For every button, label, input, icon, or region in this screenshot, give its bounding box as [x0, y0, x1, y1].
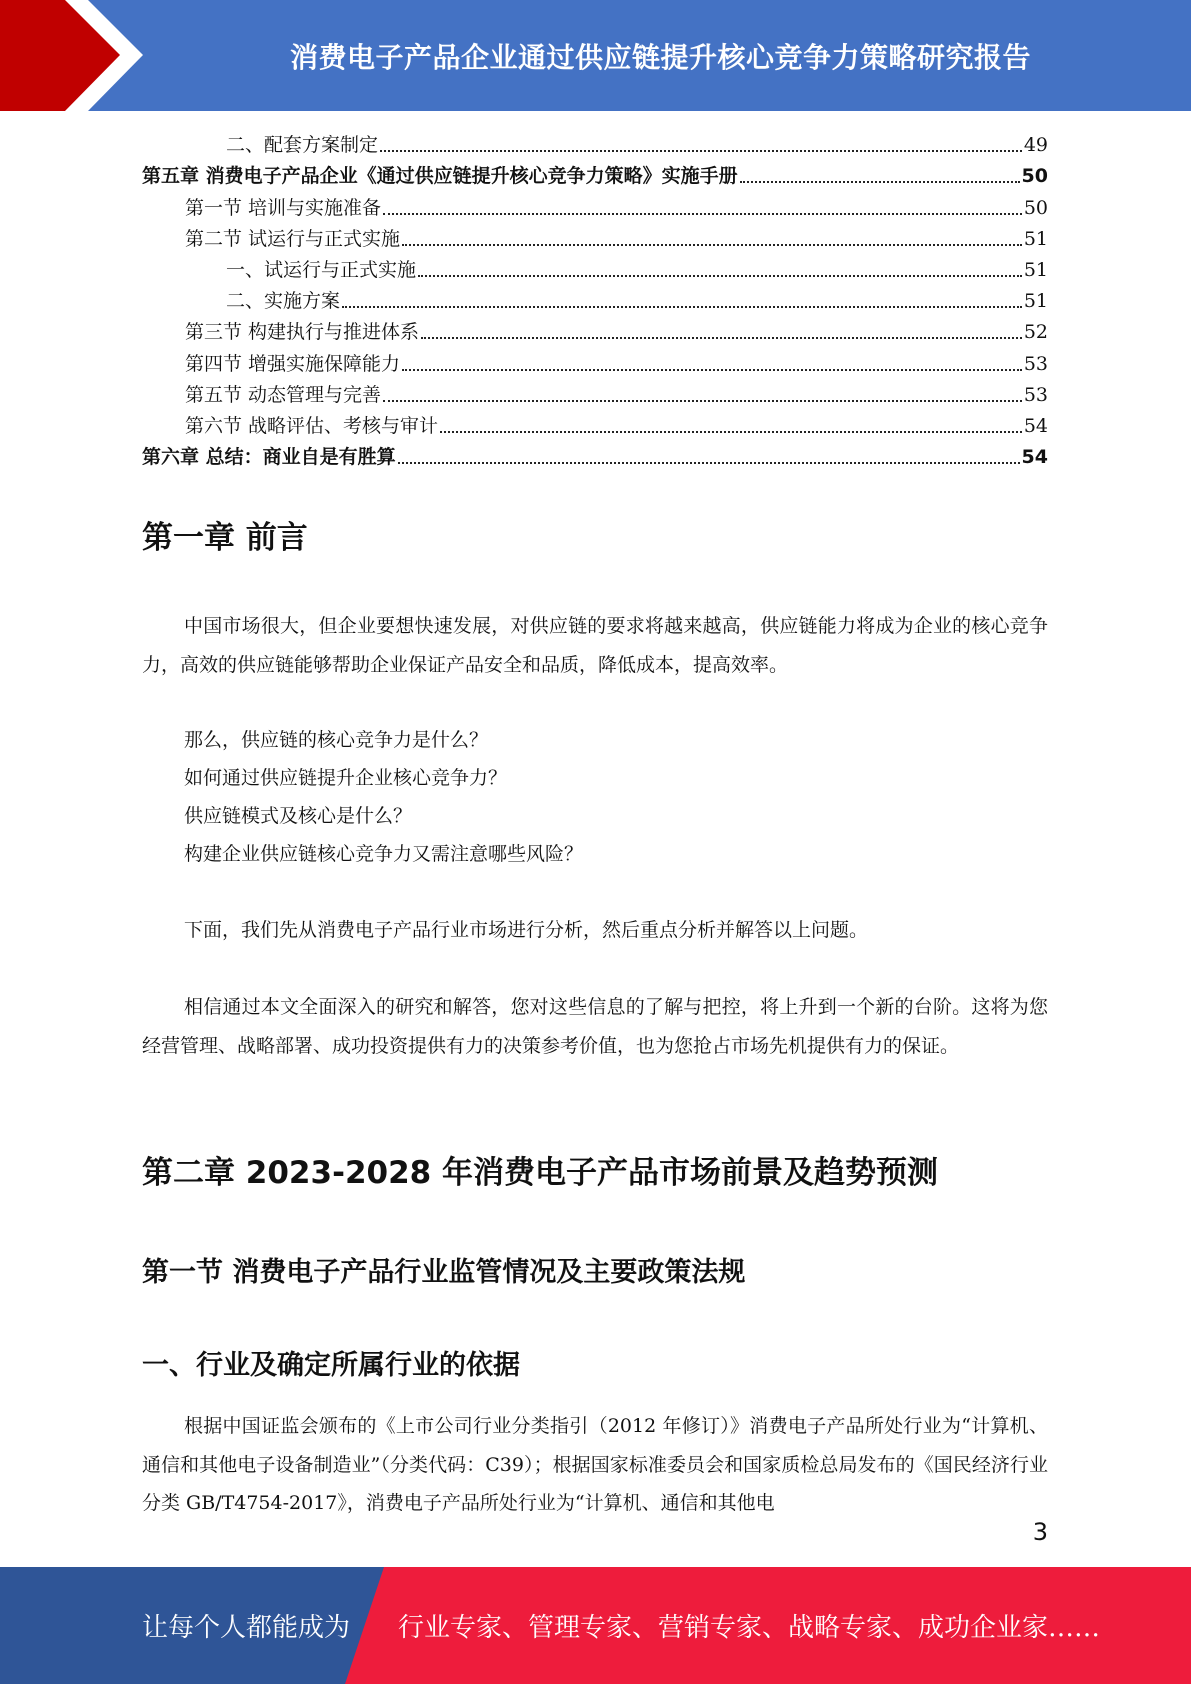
toc-entry[interactable]	[142, 380, 1048, 411]
toc-leader-dots	[740, 181, 1020, 183]
chapter-1-paragraph-1: 中国市场很大，但企业要想快速发展，对供应链的要求将越来越高，供应链能力将成为企业的核心竞争力，高效的供应链能够帮助企业保证产品安全和品质，降低成本，提高效率。	[142, 615, 1048, 676]
page-number: 3	[1032, 1518, 1048, 1546]
toc-leader-dots	[383, 213, 1022, 215]
toc-entry[interactable]	[142, 161, 1048, 192]
toc-entry-label: 二、实施方案	[226, 290, 341, 313]
toc-entry[interactable]	[142, 192, 1048, 223]
toc-entry-page: 54	[1023, 414, 1048, 437]
toc-entry-page: 52	[1023, 321, 1048, 344]
header-chevron-decoration	[0, 0, 150, 111]
table-of-contents	[142, 130, 1048, 473]
toc-entry-page: 51	[1023, 258, 1048, 281]
toc-entry-label: 第六节 战略评估、考核与审计	[185, 414, 439, 437]
toc-entry[interactable]	[142, 317, 1048, 348]
toc-leader-dots	[383, 400, 1022, 402]
chapter-1-title: 第一章 前言	[142, 520, 308, 556]
toc-entry-label: 一、试运行与正式实施	[226, 258, 417, 281]
toc-entry-page: 50	[1023, 196, 1048, 219]
toc-entry-label: 第一节 培训与实施准备	[185, 196, 382, 219]
toc-entry-label: 第五节 动态管理与完善	[185, 383, 382, 406]
toc-entry[interactable]	[142, 255, 1048, 286]
toc-entry-label: 第四节 增强实施保障能力	[185, 352, 401, 375]
toc-entry[interactable]	[142, 224, 1048, 255]
toc-entry-label: 第五章 消费电子产品企业《通过供应链提升核心竞争力策略》实施手册	[142, 165, 738, 188]
toc-entry-label: 第二节 试运行与正式实施	[185, 227, 401, 250]
toc-leader-dots	[398, 462, 1020, 464]
header-title: 消费电子产品企业通过供应链提升核心竞争力策略研究报告	[289, 40, 1031, 74]
subsection-1-title: 一、行业及确定所属行业的依据	[142, 1350, 520, 1381]
footer-slogan-left: 让每个人都能成为	[142, 1613, 351, 1643]
toc-entry-label: 第三节 构建执行与推进体系	[185, 321, 420, 344]
toc-entry-label: 二、配套方案制定	[226, 134, 379, 157]
question-item: 那么，供应链的核心竞争力是什么？	[184, 729, 489, 751]
toc-entry-label: 第六章 总结：商业自是有胜算	[142, 446, 396, 469]
question-item: 如何通过供应链提升企业核心竞争力？	[184, 767, 508, 789]
footer-slogan-right: 行业专家、管理专家、营销专家、战略专家、成功企业家……	[398, 1613, 1101, 1643]
chapter-1-paragraph-2: 下面，我们先从消费电子产品行业市场进行分析，然后重点分析并解答以上问题。	[184, 919, 869, 941]
toc-entry-page: 53	[1023, 352, 1048, 375]
toc-entry[interactable]	[142, 348, 1048, 379]
toc-entry-page: 49	[1023, 134, 1048, 157]
question-item: 构建企业供应链核心竞争力又需注意哪些风险？	[184, 843, 584, 865]
chapter-2-title: 第二章 2023-2028 年消费电子产品市场前景及趋势预测	[142, 1155, 939, 1191]
toc-leader-dots	[402, 369, 1022, 371]
chapter-2-paragraph-1: 根据中国证监会颁布的《上市公司行业分类指引（2012 年修订）》消费电子产品所处行业为“计算机、通信和其他电子设备制造业”（分类代码：C39）；根据国家标准委员会和国家质检总局发布的《国民经济行业分类 GB/T4754-2017》，消费电子产品所处行业为“计算机、通信和其他电	[142, 1415, 1048, 1514]
question-list	[184, 721, 583, 873]
section-1-title: 第一节 消费电子产品行业监管情况及主要政策法规	[142, 1257, 746, 1288]
page-header	[0, 0, 1191, 111]
toc-entry[interactable]	[142, 286, 1048, 317]
toc-entry-page: 50	[1021, 165, 1048, 188]
toc-entry-page: 54	[1021, 446, 1048, 469]
toc-entry-page: 51	[1023, 227, 1048, 250]
toc-leader-dots	[418, 275, 1022, 277]
toc-leader-dots	[421, 337, 1022, 339]
toc-leader-dots	[380, 150, 1022, 152]
toc-leader-dots	[342, 306, 1022, 308]
toc-entry[interactable]	[142, 411, 1048, 442]
toc-entry-page: 51	[1023, 290, 1048, 313]
page-footer	[0, 1567, 1191, 1684]
chapter-1-paragraph-3: 相信通过本文全面深入的研究和解答，您对这些信息的了解与把控，将上升到一个新的台阶。这将为您经营管理、战略部署、成功投资提供有力的决策参考价值，也为您抢占市场先机提供有力的保证。	[142, 996, 1048, 1057]
toc-leader-dots	[402, 244, 1022, 246]
toc-leader-dots	[440, 431, 1022, 433]
toc-entry-page: 53	[1023, 383, 1048, 406]
toc-entry[interactable]	[142, 130, 1048, 161]
toc-entry[interactable]	[142, 442, 1048, 473]
question-item: 供应链模式及核心是什么？	[184, 805, 413, 827]
